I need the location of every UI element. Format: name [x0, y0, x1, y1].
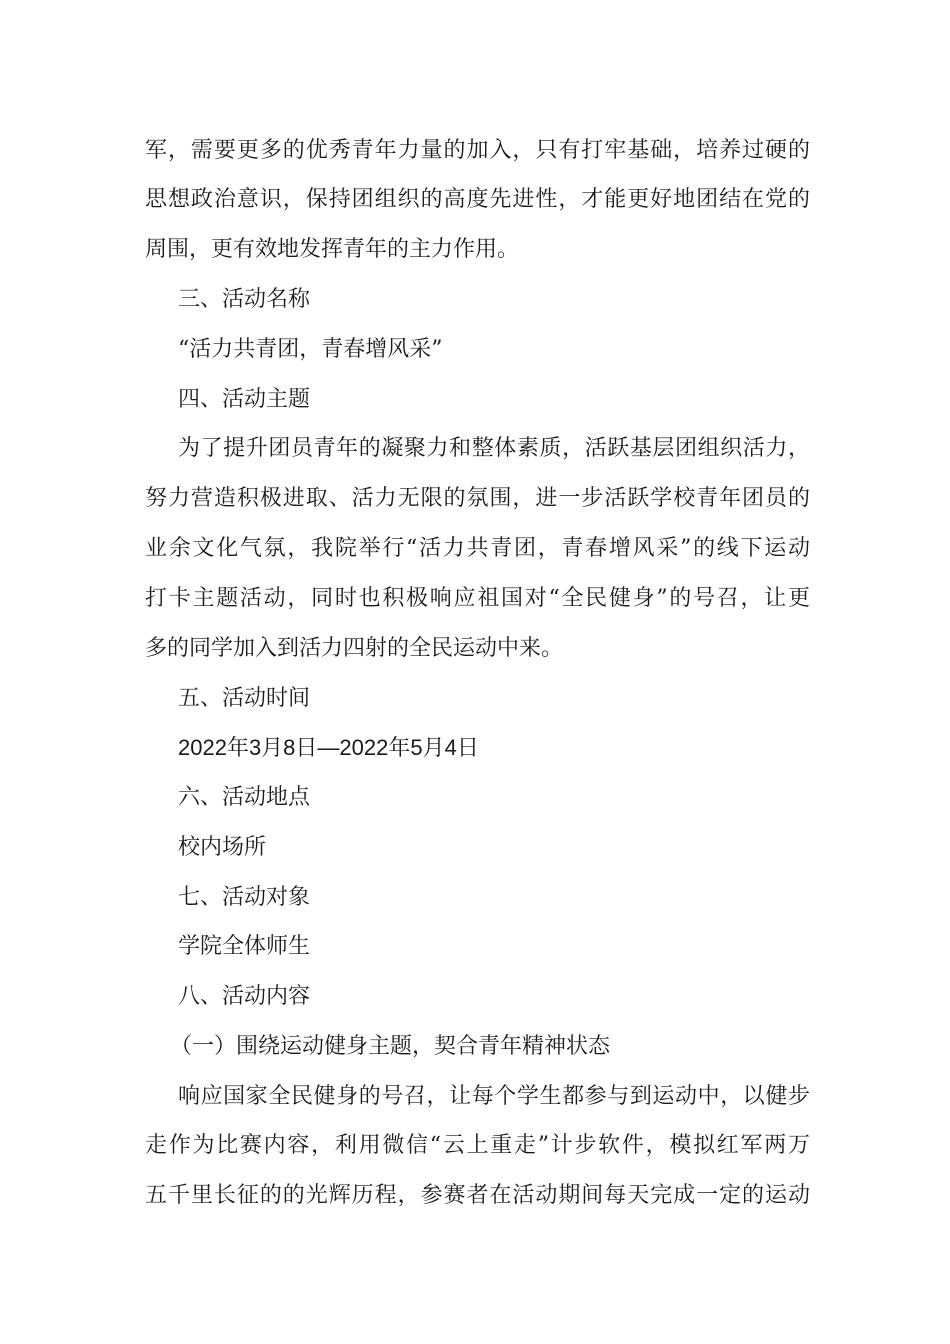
section-heading: 八、活动内容: [178, 984, 311, 1009]
activity-audience-text: 学院全体师生: [178, 934, 311, 959]
body-paragraph-line: 打卡主题活动，同时也积极响应祖国对“全民健身”的号召，让更: [145, 586, 810, 611]
activity-name-text: “活力共青团，青春增风采”: [178, 337, 443, 362]
body-paragraph-line: 业余文化气氛，我院举行“活力共青团，青春增风采”的线下运动: [145, 536, 810, 561]
body-paragraph-line: 军，需要更多的优秀青年力量的加入，只有打牢基础，培养过硬的: [145, 138, 810, 163]
section-heading: 四、活动主题: [178, 387, 311, 412]
section-heading: 七、活动对象: [178, 885, 311, 910]
section-heading: 三、活动名称: [178, 287, 311, 312]
body-paragraph-line: 努力营造积极进取、活力无限的氛围，进一步活跃学校青年团员的: [145, 486, 810, 511]
body-paragraph-line: 周围，更有效地发挥青年的主力作用。: [145, 237, 520, 262]
body-paragraph-line: 五千里长征的的光辉历程，参赛者在活动期间每天完成一定的运动: [145, 1183, 810, 1208]
section-heading: 五、活动时间: [178, 686, 311, 711]
body-paragraph-line: 响应国家全民健身的号召，让每个学生都参与到运动中，以健步: [178, 1084, 810, 1109]
subsection-heading: （一）围绕运动健身主题，契合青年精神状态: [170, 1034, 611, 1059]
body-paragraph-line: 多的同学加入到活力四射的全民运动中来。: [145, 636, 564, 661]
activity-location-text: 校内场所: [178, 835, 267, 860]
body-paragraph-line: 走作为比赛内容，利用微信“云上重走”计步软件，模拟红军两万: [145, 1133, 810, 1158]
section-heading: 六、活动地点: [178, 785, 311, 810]
body-paragraph-line: 为了提升团员青年的凝聚力和整体素质，活跃基层团组织活力，: [178, 436, 810, 461]
body-paragraph-line: 思想政治意识，保持团组织的高度先进性，才能更好地团结在党的: [145, 187, 810, 212]
activity-time-text: 2022年3月8日—2022年5月4日: [178, 735, 479, 760]
